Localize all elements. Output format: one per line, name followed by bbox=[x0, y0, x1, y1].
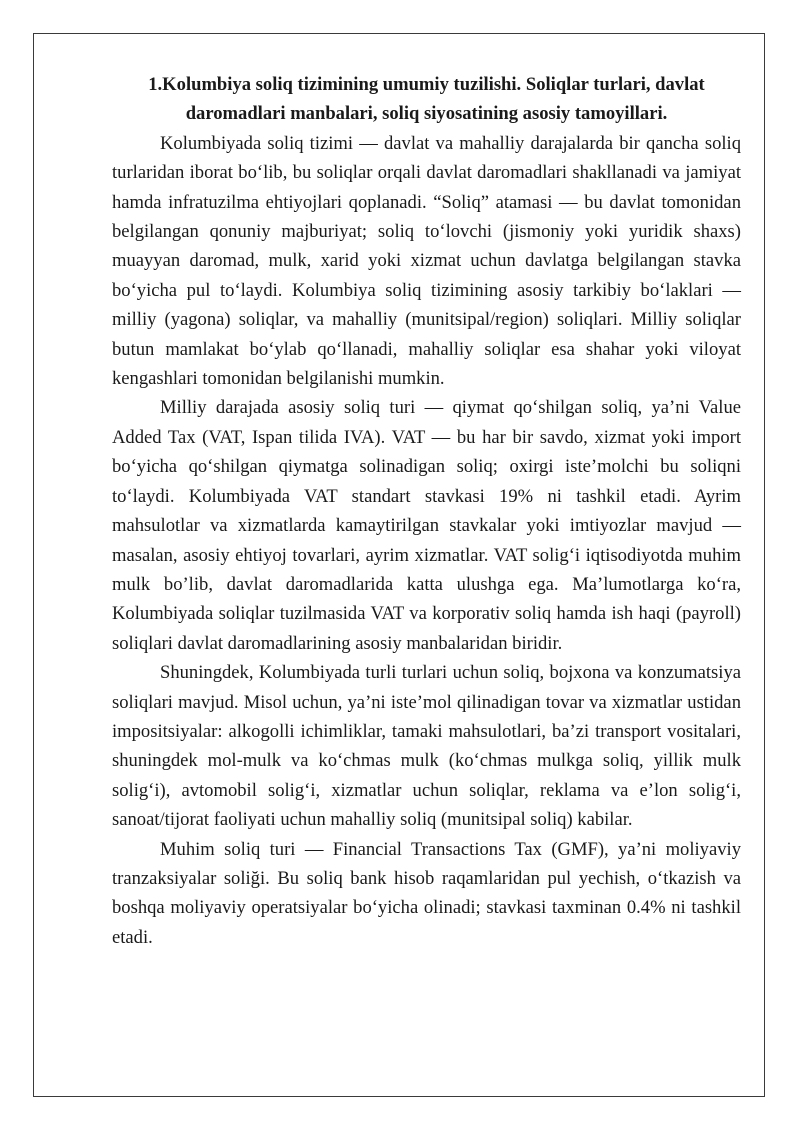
paragraph-vat: Milliy darajada asosiy soliq turi — qiymat qo‘shilgan soliq, ya’ni Value Added Tax (VAT, Ispan tilida IVA). VAT — bu har bir savdo, xizmat yoki import bo‘yicha qo‘shilgan qiymatga solinadigan soliq; oxirgi iste’molchi bu soliqni to‘laydi. Kolumbiyada VAT standart stavkasi 19% ni tashkil etadi. Ayrim mahsulotlar va xizmatlarda kamaytirilgan stavkalar yoki imtiyozlar mavjud — masalan, asosiy ehtiyoj tovarlari, ayrim xizmatlar. VAT solig‘i iqtisodiyotda muhim mulk bo’lib, davlat daromadlarida katta ulushga ega. Ma’lumotlarga ko‘ra, Kolumbiyada soliqlar tuzilmasida VAT va korporativ soliq hamda ish haqi (payroll) soliqlari davlat daromadlarining asosiy manbalaridan biridir. bbox=[112, 397, 741, 654]
document-body bbox=[112, 70, 741, 952]
section-title: 1.Kolumbiya soliq tizimining umumiy tuzilishi. Soliqlar turlari, davlat daromadlari manbalari, soliq siyosatining asosiy tamoyillari. bbox=[148, 74, 705, 125]
paragraph-excise-and-local-taxes: Shuningdek, Kolumbiyada turli turlari uchun soliq, bojxona va konzumatsiya soliqlari mavjud. Misol uchun, ya’ni iste’mol qilinadigan tovar va xizmatlar ustidan impositsiyalar: alkogolli ichimliklar, tamaki mahsulotlari, ba’zi transport vositalari, shuningdek mol-mulk va ko‘chmas mulk (ko‘chmas mulkga soliq, yillik mulk solig‘i), avtomobil solig‘i, xizmatlar uchun soliqlar, reklama va e’lon solig‘i, sanoat/tijorat faoliyati uchun mahalliy soliq (munitsipal soliq) kabilar. bbox=[112, 662, 741, 831]
paragraph-financial-transactions-tax: Muhim soliq turi — Financial Transactions Tax (GMF), ya’ni moliyaviy tranzaksiyalar soliği. Bu soliq bank hisob raqamlaridan pul yechish, o‘tkazish va boshqa moliyaviy operatsiyalar bo‘yicha olinadi; stavkasi taxminan 0.4% ni tashkil etadi. bbox=[112, 838, 741, 948]
paragraph-tax-system-overview: Kolumbiyada soliq tizimi — davlat va mahalliy darajalarda bir qancha soliq turlaridan iborat bo‘lib, bu soliqlar orqali davlat daromadlari shakllanadi va jamiyat hamda infratuzilma ehtiyojlari qoplanadi. “Soliq” atamasi — bu davlat tomonidan belgilangan qonuniy majburiyat; soliq to‘lovchi (jismoniy yoki yuridik shaxs) muayyan daromad, mulk, xarid yoki xizmat uchun davlatga belgilangan stavka bo‘yicha pul to‘laydi. Kolumbiya soliq tizimining asosiy tarkibiy bo‘laklari — milliy (yagona) soliqlar, va mahalliy (munitsipal/region) soliqlari. Milliy soliqlar butun mamlakat bo‘ylab qo‘llanadi, mahalliy soliqlar esa shahar yoki viloyat kengashlari tomonidan belgilanishi mumkin. bbox=[112, 132, 741, 390]
